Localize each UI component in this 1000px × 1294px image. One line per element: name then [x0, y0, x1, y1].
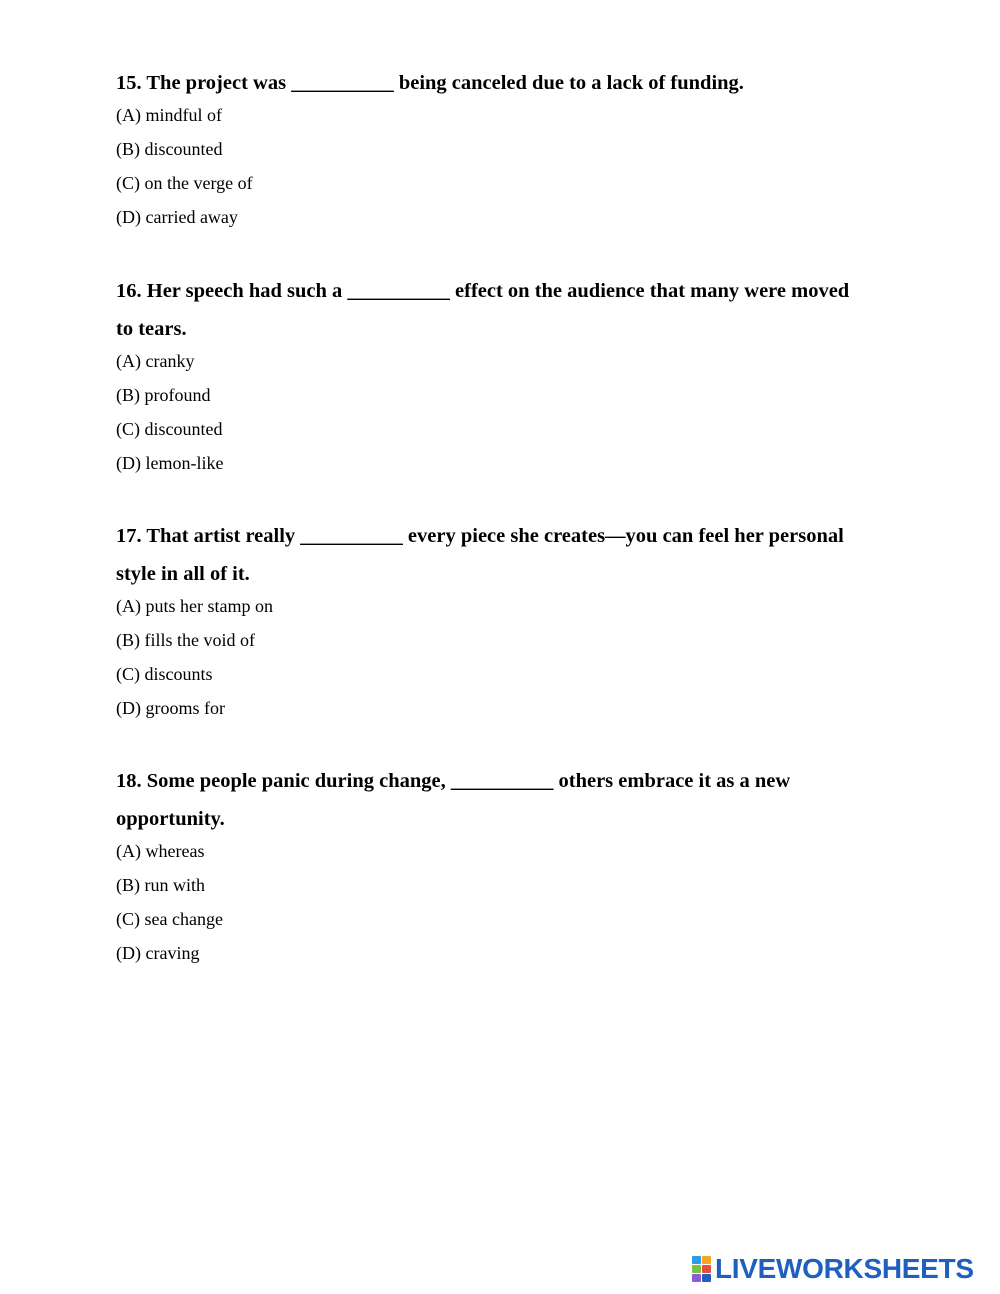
option-c[interactable]: (C) discounted — [116, 419, 223, 439]
logo-block-icon — [702, 1274, 711, 1282]
option-b[interactable]: (B) run with — [116, 875, 205, 895]
question-17 — [116, 517, 856, 725]
option-d[interactable]: (D) carried away — [116, 207, 238, 227]
logo-block-icon — [702, 1265, 711, 1273]
option-a[interactable]: (A) mindful of — [116, 105, 222, 125]
question-15 — [116, 64, 856, 234]
option-c[interactable]: (C) on the verge of — [116, 173, 253, 193]
option-d[interactable]: (D) grooms for — [116, 698, 225, 718]
question-text: 18. Some people panic during change, __________ others embrace it as a new opportunity. — [116, 770, 791, 830]
logo-block-icon — [692, 1256, 701, 1264]
option-b[interactable]: (B) profound — [116, 385, 211, 405]
options-list — [116, 344, 856, 480]
option-a[interactable]: (A) whereas — [116, 841, 205, 861]
option-c[interactable]: (C) sea change — [116, 909, 223, 929]
brand-name: LIVEWORKSHEETS — [715, 1253, 974, 1284]
option-a[interactable]: (A) cranky — [116, 351, 195, 371]
question-text: 17. That artist really __________ every piece she creates—you can feel her personal style in all of it. — [116, 525, 844, 585]
liveworksheets-icon — [692, 1256, 712, 1282]
logo-block-icon — [692, 1265, 701, 1273]
option-b[interactable]: (B) fills the void of — [116, 630, 255, 650]
options-list — [116, 98, 856, 234]
logo-block-icon — [702, 1256, 711, 1264]
option-b[interactable]: (B) discounted — [116, 139, 223, 159]
question-text: 16. Her speech had such a __________ effect on the audience that many were moved to tears. — [116, 280, 850, 340]
option-d[interactable]: (D) lemon-like — [116, 453, 224, 473]
option-a[interactable]: (A) puts her stamp on — [116, 596, 273, 616]
logo-block-icon — [692, 1274, 701, 1282]
option-d[interactable]: (D) craving — [116, 943, 200, 963]
options-list — [116, 834, 856, 970]
option-c[interactable]: (C) discounts — [116, 664, 213, 684]
options-list — [116, 589, 856, 725]
liveworksheets-logo — [692, 1254, 974, 1284]
question-18 — [116, 762, 856, 970]
question-text: 15. The project was __________ being canceled due to a lack of funding. — [116, 72, 744, 94]
question-16 — [116, 272, 856, 480]
